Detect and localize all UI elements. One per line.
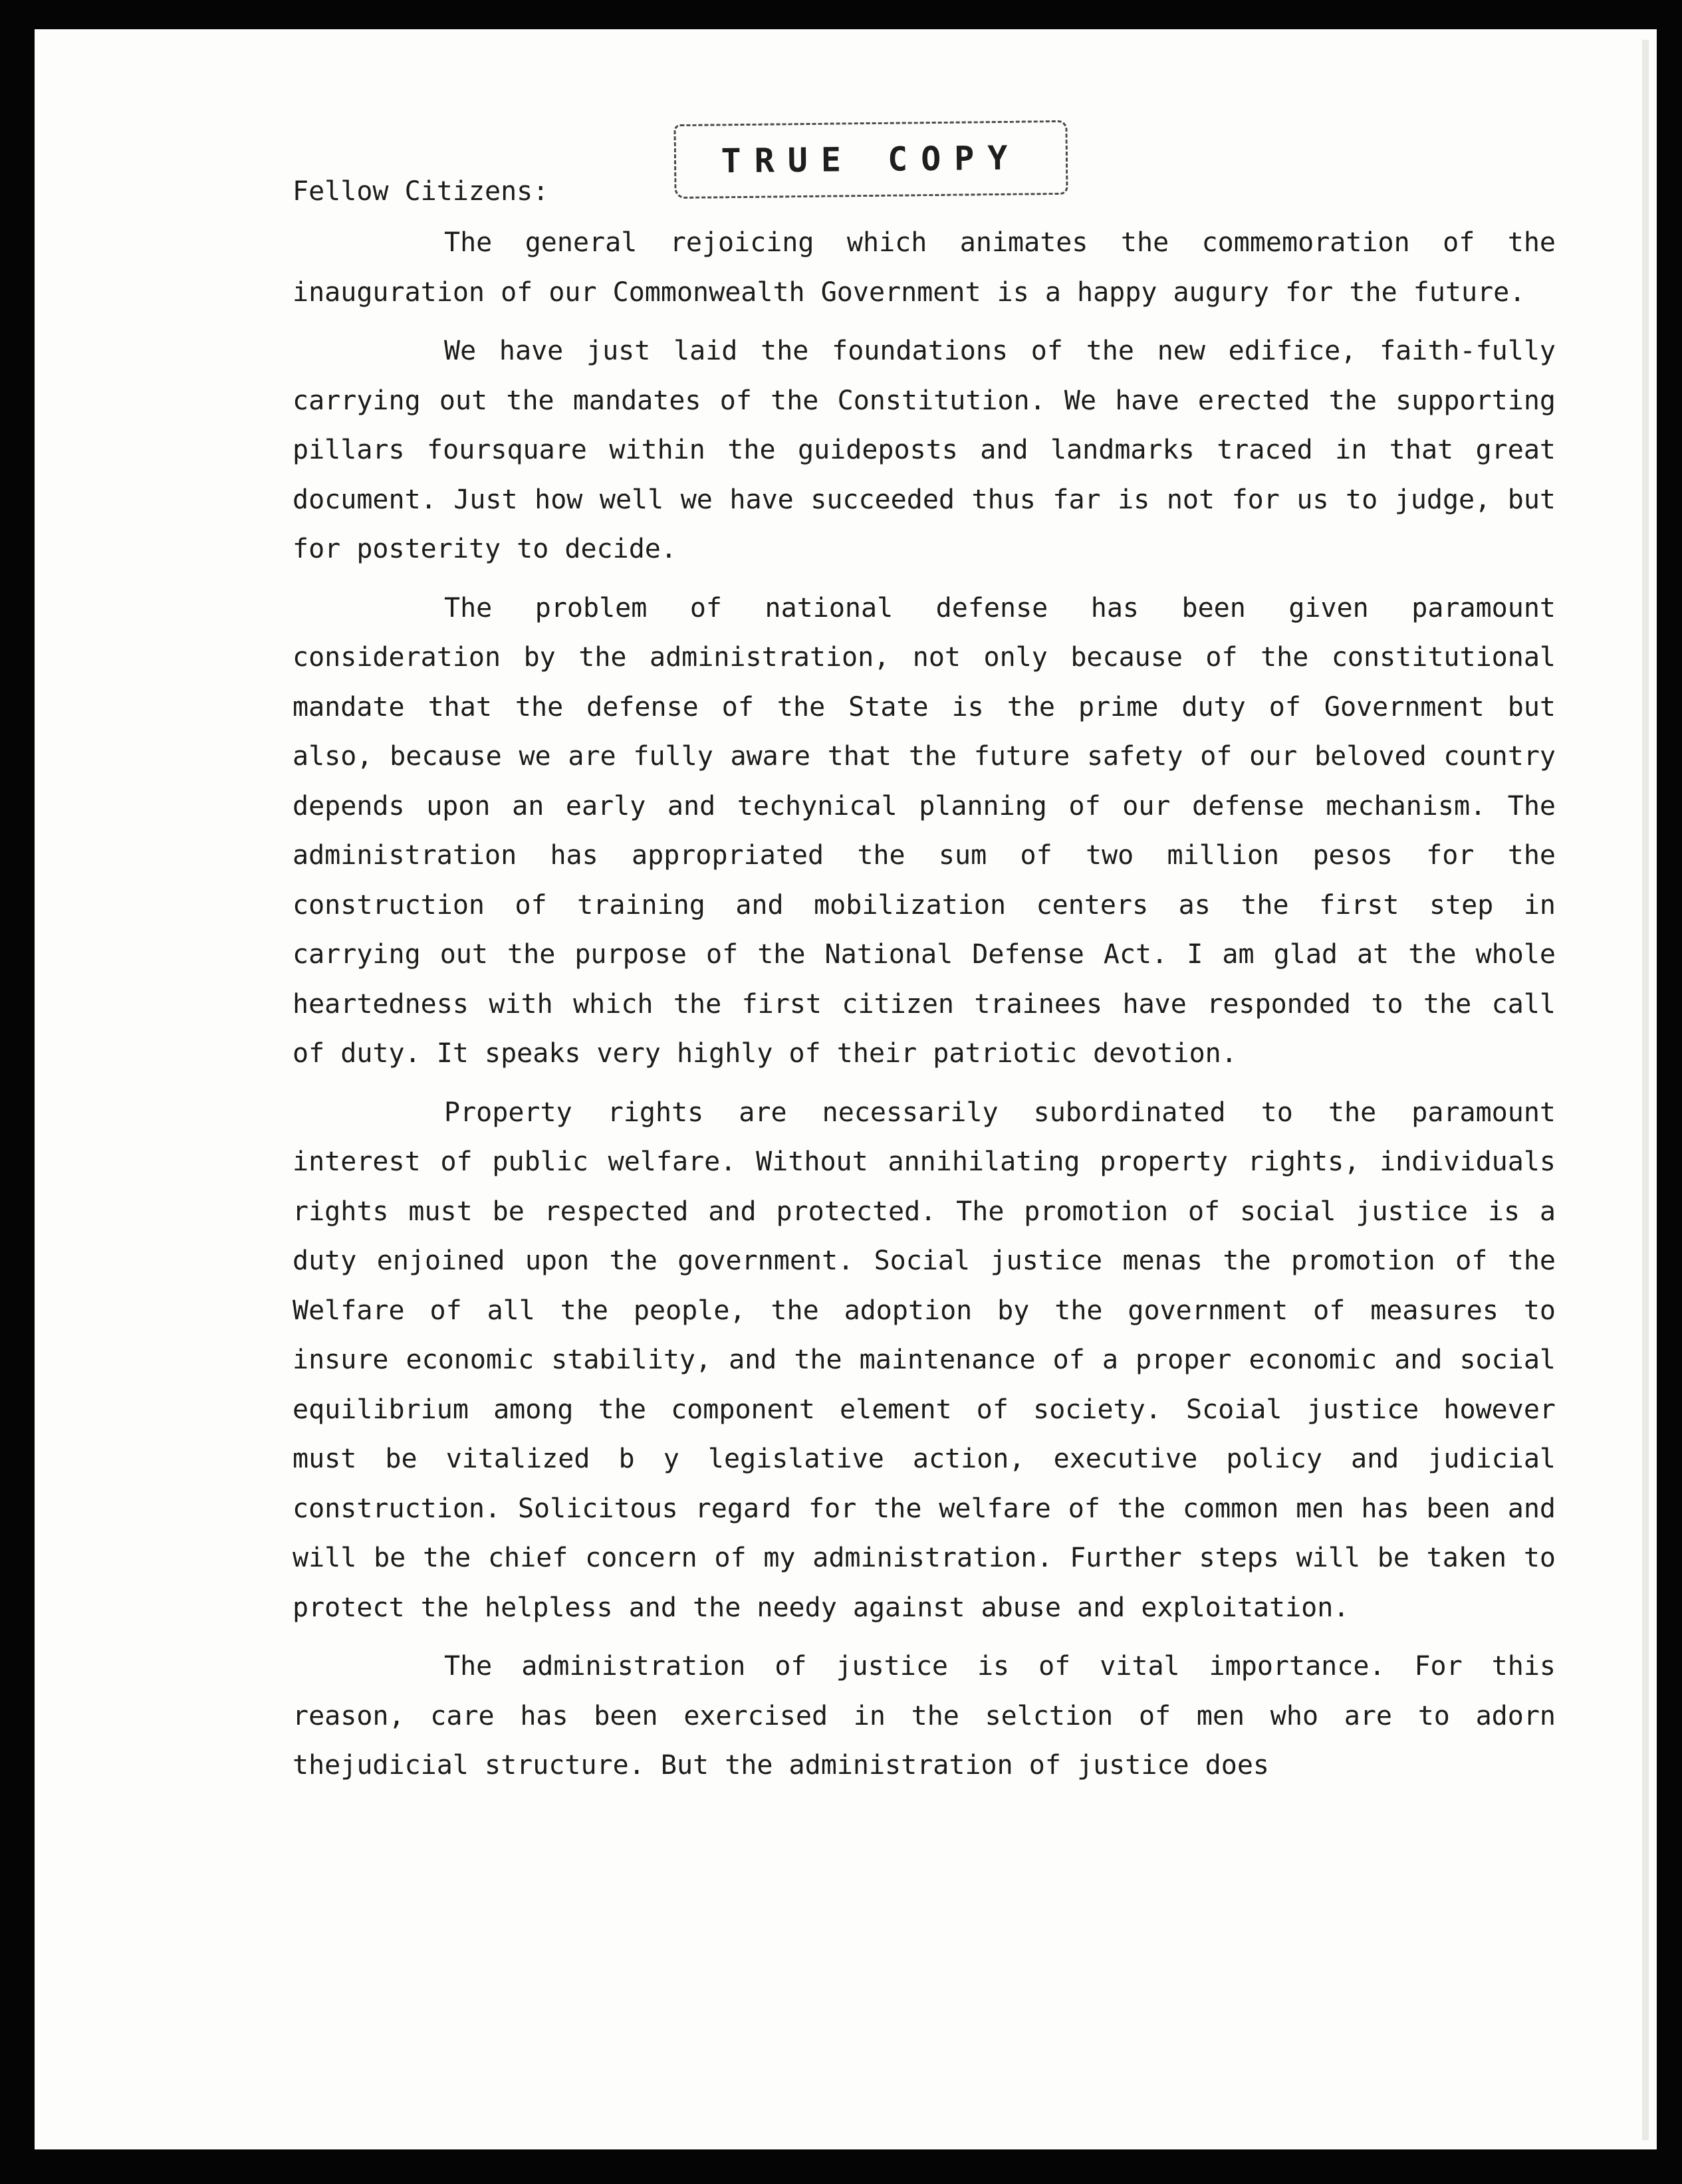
paragraph-social-justice: Property rights are necessarily subordinated to the paramount interest of public welfare. Without annihilating property rights, individuals rights must be respected and protected. The promotion of social justice is a duty enjoined upon the government. Social justice menas the promotion of the Welfare of all the people, the adoption by the government of measures to insure economic stability, and the maintenance of a proper economic and social equilibrium among the component element of society. Scoial justice however must be vitalized b y legislative action, executive policy and judicial construction. Solicitous regard for the welfare of the common men has been and will be the chief concern of my administration. Further steps will be taken to protect the helpless and the needy against abuse and exploitation. — [293, 1097, 1556, 1623]
paragraph-administration-of-justice: The administration of justice is of vital importance. For this reason, care has been exercised in the selction of men who are to adorn thejudicial structure. But the administration of justice does — [293, 1651, 1556, 1781]
paragraph-national-defense: The problem of national defense has been given paramount consideration by the administration, not only because of the constitutional mandate that the defense of the State is the prime duty of Government but also, because we are fully aware that the future safety of our beloved country depends upon an early and techynical planning of our defense mechanism. The administration has appropriated the sum of two million pesos for the construction of training and mobilization centers as the first step in carrying out the purpose of the National Defense Act. I am glad at the whole heartedness with which the first citizen trainees have responded to the call of duty. It speaks very highly of their patriotic devotion. — [293, 592, 1556, 1069]
page-edge — [1642, 40, 1649, 2140]
salutation: Fellow Citizens: — [293, 176, 549, 207]
stamp-text: TRUE COPY — [721, 138, 1021, 181]
paragraph-commemoration: The general rejoicing which animates the commemoration of the inauguration of our Commonwealth Government is a happy augury for the future. — [293, 227, 1556, 308]
letter-body — [293, 165, 1556, 1800]
paragraph-foundations: We have just laid the foundations of the new edifice, faith-fully carrying out the mandates of the Constitution. We have erected the supporting pillars foursquare within the guideposts and landmarks traced in that great document. Just how well we have succeeded thus far is not for us to judge, but for posterity to decide. — [293, 336, 1556, 564]
